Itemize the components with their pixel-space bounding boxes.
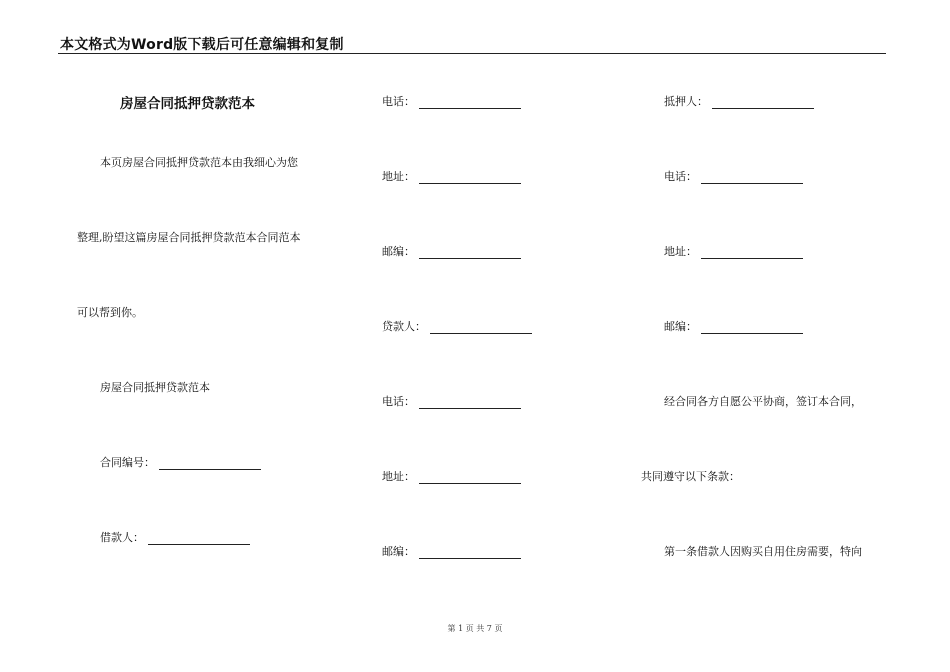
borrower-phone-field (382, 93, 521, 109)
blank-line (701, 323, 803, 334)
terms-paragraph-line-2: 共同遵守以下条款： (641, 470, 740, 483)
blank-line (419, 98, 521, 109)
blank-line (430, 323, 532, 334)
section-subtitle: 房屋合同抵押贷款范本 (100, 381, 210, 394)
field-label: 借款人： (100, 531, 144, 544)
intro-line-2: 整理,盼望这篇房屋合同抵押贷款范本合同范本 (77, 231, 301, 244)
lender-address-field (382, 468, 521, 484)
borrower-postcode-field (382, 243, 521, 259)
blank-line (712, 98, 814, 109)
field-label: 合同编号： (100, 456, 155, 469)
mortgagor-postcode-field (664, 318, 803, 334)
field-label: 地址： (664, 245, 697, 258)
blank-line (419, 548, 521, 559)
blank-line (419, 473, 521, 484)
field-label: 电话： (664, 170, 697, 183)
mortgagor-phone-field (664, 168, 803, 184)
blank-line (701, 173, 803, 184)
field-label: 邮编： (382, 245, 415, 258)
intro-line-1: 本页房屋合同抵押贷款范本由我细心为您 (100, 156, 298, 169)
field-label: 邮编： (664, 320, 697, 333)
contract-number-field (100, 454, 261, 470)
lender-phone-field (382, 393, 521, 409)
blank-line (419, 398, 521, 409)
field-label: 地址： (382, 170, 415, 183)
mortgagor-address-field (664, 243, 803, 259)
lender-postcode-field (382, 543, 521, 559)
borrower-address-field (382, 168, 521, 184)
field-label: 电话： (382, 95, 415, 108)
lender-field (382, 318, 532, 334)
terms-paragraph-line-3: 第一条借款人因购买自用住房需要，特向 (664, 545, 862, 558)
blank-line (701, 248, 803, 259)
mortgagor-field (664, 93, 814, 109)
blank-line (419, 248, 521, 259)
header-rule (58, 53, 886, 54)
borrower-field (100, 529, 250, 545)
terms-paragraph-line-1: 经合同各方自愿公平协商，签订本合同， (664, 395, 862, 408)
field-label: 邮编： (382, 545, 415, 558)
document-header: 本文格式为Word版下载后可任意编辑和复制 (60, 37, 344, 53)
blank-line (148, 534, 250, 545)
field-label: 地址： (382, 470, 415, 483)
blank-line (419, 173, 521, 184)
field-label: 电话： (382, 395, 415, 408)
field-label: 抵押人： (664, 95, 708, 108)
field-label: 贷款人： (382, 320, 426, 333)
blank-line (159, 459, 261, 470)
intro-line-3: 可以帮到你。 (77, 306, 143, 319)
document-title: 房屋合同抵押贷款范本 (120, 96, 255, 112)
page-number: 第 1 页 共 7 页 (447, 624, 503, 633)
